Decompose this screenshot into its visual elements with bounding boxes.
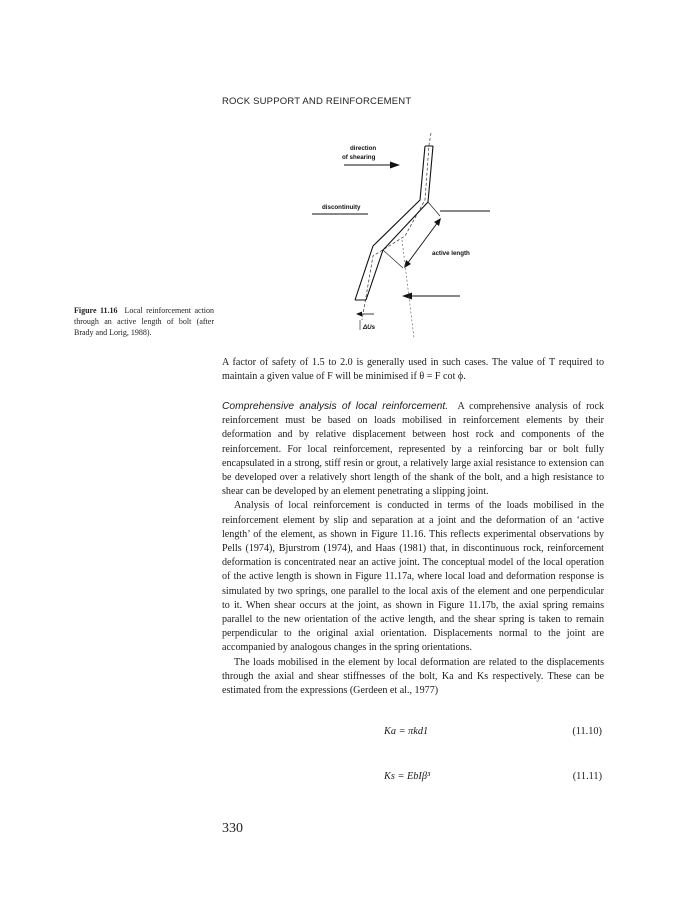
caption-text: Local reinforcement action through an active length of bolt (after Brady and Lorig, 1988). (74, 306, 215, 337)
equation-number: (11.10) (572, 726, 602, 737)
equation-number: (11.11) (572, 771, 602, 782)
paragraph-active-length: Analysis of local reinforcement is conducted in terms of the loads mobilised in the reinforcement element by slip and separation at a joint and the deformation of an ‘active length’ of the element, as shown in Figure 11.16. This reflects experimental observations by Pells (1974), Bjurstrom (1974), and Haas (1981) that, in discontinuous rock, reinforcement deformation is concentrated near an active joint. The conceptual model of the local operation of the active length is shown in Figure 11.17a, where local load and deformation response is simulated by two springs, one parallel to the local axis of the element and one perpendicular to it. When shear occurs at the joint, as shown in Figure 11.17b, the axial spring remains parallel to the new orientation of the active length, and the shear spring is taken to remain perpendicular to the original axial orientation. Displacements normal to the joint are accompanied by analogous changes in the spring orientations. (222, 500, 604, 654)
label-delta-us: ΔUs (363, 324, 376, 331)
figure-caption (74, 305, 214, 338)
caption-label: Figure 11.16 (74, 306, 118, 315)
running-head: ROCK SUPPORT AND REINFORCEMENT (222, 96, 412, 107)
paragraph-comprehensive (222, 400, 604, 499)
section-heading: Comprehensive analysis of local reinforcement. (222, 401, 449, 412)
paragraph-loads-mobilised: The loads mobilised in the element by local deformation are related to the displacements through the axial and shear stiffnesses of the bolt, Ka and Ks respectively. These can be estimated from the expressions (Gerdeen et al., 1977) (222, 656, 604, 697)
shear-arrow-top-head (390, 162, 400, 169)
paragraph-text: A comprehensive analysis of rock reinforcement must be based on loads mobilised in reinforcement elements by their deformation and by relative displacement between host rock and components of the reinforcement. For local reinforcement, represented by a reinforcing bar or bolt fully encapsulated in a strong, stiff resin or grout, a relatively large axial resistance to extension can be developed over a relatively short length of the shank of the bolt, and a high resistance to shear can be developed by an element penetrating a slipping joint. (222, 401, 605, 498)
active-length-tick-lower (383, 250, 403, 268)
bolt-diagram (300, 128, 500, 343)
equation-expression: Ks = EbIβ³ (384, 771, 431, 782)
reference-dashed-line (402, 240, 414, 338)
equation-expression: Ka = πkd1 (384, 726, 429, 737)
label-active-length: active length (432, 250, 470, 257)
label-direction-line2: of shearing (342, 154, 376, 161)
equation-11-11 (222, 771, 604, 787)
label-direction-line1: direction (350, 145, 377, 152)
paragraph-factor-of-safety (222, 356, 604, 384)
active-length-shaft (407, 222, 438, 264)
bolt-centreline (362, 133, 431, 320)
bolt-outline-left (355, 146, 425, 300)
label-discontinuity: discontinuity (322, 204, 361, 211)
active-length-head-top (434, 218, 441, 226)
equation-11-10 (222, 726, 604, 742)
paragraph-text: A factor of safety of 1.5 to 2.0 is generally used in such cases. The value of T required to maintain a given value of F will be minimised if θ = F cot ϕ. (222, 357, 604, 383)
active-length-tick-upper (428, 202, 440, 216)
figure-11-16 (300, 128, 500, 343)
shear-arrow-bottom-head (402, 293, 412, 300)
delta-us-head (356, 312, 362, 317)
section-comprehensive-analysis (222, 400, 604, 698)
page-number: 330 (222, 821, 243, 836)
